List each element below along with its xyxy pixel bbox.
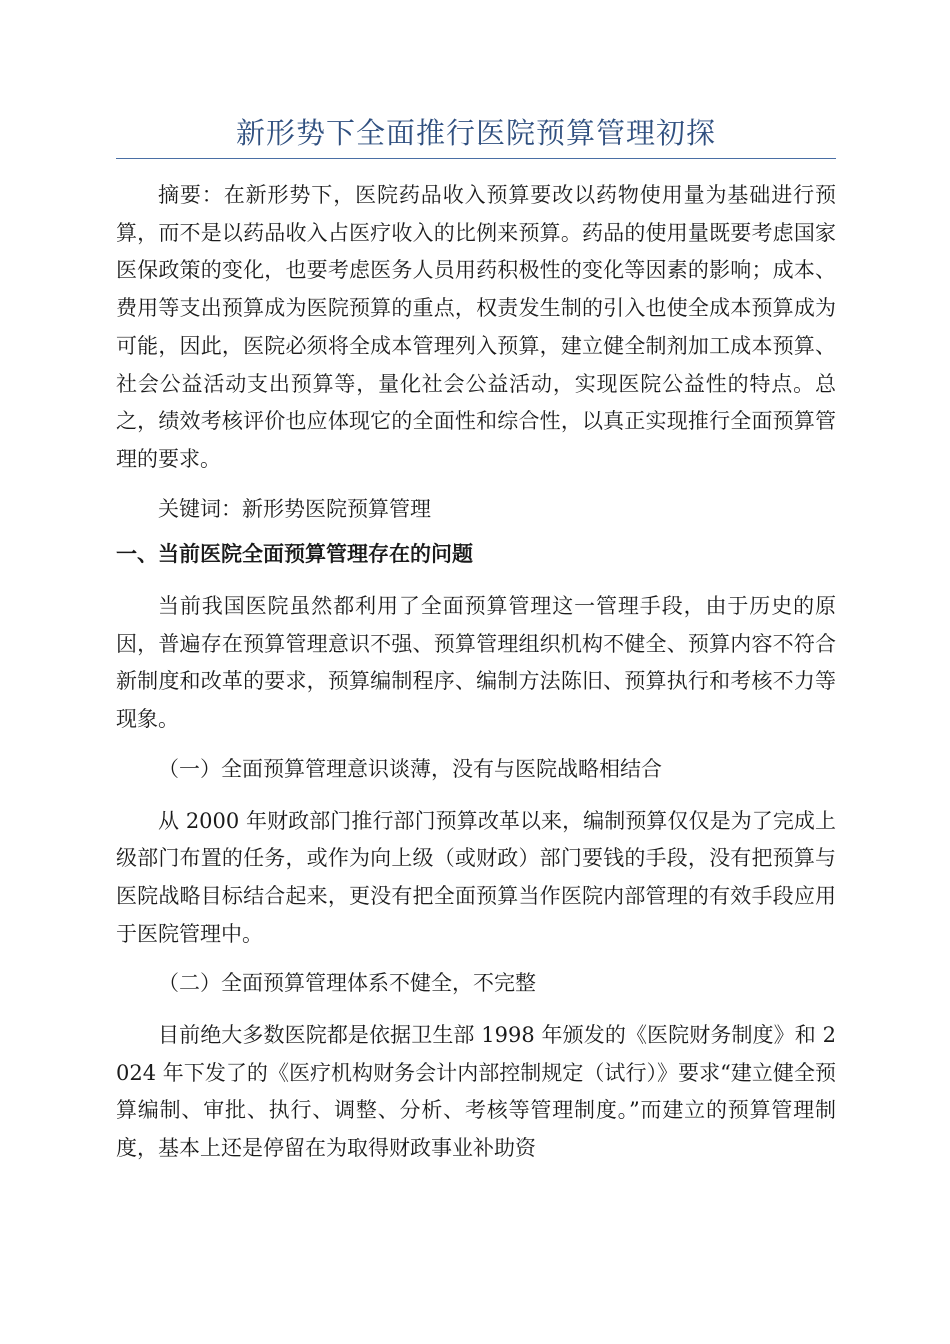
section-heading-1: 一、当前医院全面预算管理存在的问题 [116,542,473,567]
document-page [116,110,836,1180]
keywords-line: 关键词：新形势医院预算管理 [158,496,431,521]
abstract-paragraph: 摘要：在新形势下，医院药品收入预算要改以药物使用量为基础进行预算，而不是以药品收入占医疗收入的比例来预算。药品的使用量既要考虑国家医保政策的变化，也要考虑医务人员用药积极性的变化等因素的影响；成本、费用等支出预算成为医院预算的重点，权责发生制的引入也使全成本预算成为可能，因此，医院必须将全成本管理列入预算，建立健全制剂加工成本预算、社会公益活动支出预算等，量化社会公益活动，实现医院公益性的特点。总之，绩效考核评价也应体现它的全面性和综合性，以真正实现推行全面预算管理的要求。 [116,183,836,471]
subsection-heading-2: （二）全面预算管理体系不健全，不完整 [158,971,536,996]
document-title: 新形势下全面推行医院预算管理初探 [116,110,836,159]
section-1-paragraph: 当前我国医院虽然都利用了全面预算管理这一管理手段，由于历史的原因，普遍存在预算管理意识不强、预算管理组织机构不健全、预算内容不符合新制度和改革的要求，预算编制程序、编制方法陈旧、预算执行和考核不力等现象。 [116,594,836,732]
subsection-2-paragraph: 目前绝大多数医院都是依据卫生部 1998 年颁发的《医院财务制度》和 2024 年下发了的《医疗机构财务会计内部控制规定（试行）》要求“建立健全预算编制、审批、执行、调整、分析、考核等管理制度。”而建立的预算管理制度，基本上还是停留在为取得财政事业补助资 [116,1023,836,1161]
subsection-heading-1: （一）全面预算管理意识谈薄，没有与医院战略相结合 [158,756,662,781]
subsection-1-paragraph: 从 2000 年财政部门推行部门预算改革以来，编制预算仅仅是为了完成上级部门布置的任务，或作为向上级（或财政）部门要钱的手段，没有把预算与医院战略目标结合起来，更没有把全面预算当作医院内部管理的有效手段应用于医院管理中。 [116,808,836,946]
